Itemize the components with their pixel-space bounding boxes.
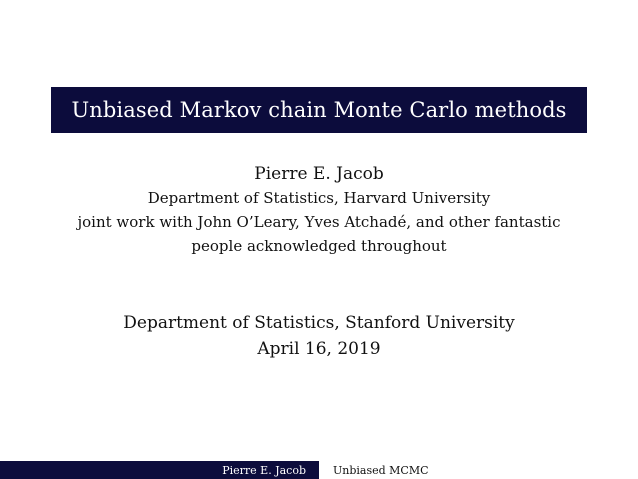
title-bar <box>51 87 587 133</box>
author-affiliation: Department of Statistics, Harvard University <box>147 189 491 207</box>
footer-short-title: Unbiased MCMC <box>319 461 638 479</box>
footer <box>0 461 638 479</box>
slide-title: Unbiased Markov chain Monte Carlo methods <box>71 98 567 122</box>
author-name: Pierre E. Jacob <box>254 164 384 184</box>
joint-work-line-2: people acknowledged throughout <box>191 237 447 255</box>
joint-work-line-1: joint work with John O’Leary, Yves Atchadé, and other fantastic <box>77 213 561 231</box>
footer-author: Pierre E. Jacob <box>0 461 319 479</box>
presentation-date: April 16, 2019 <box>257 339 381 359</box>
venue: Department of Statistics, Stanford University <box>123 313 515 333</box>
